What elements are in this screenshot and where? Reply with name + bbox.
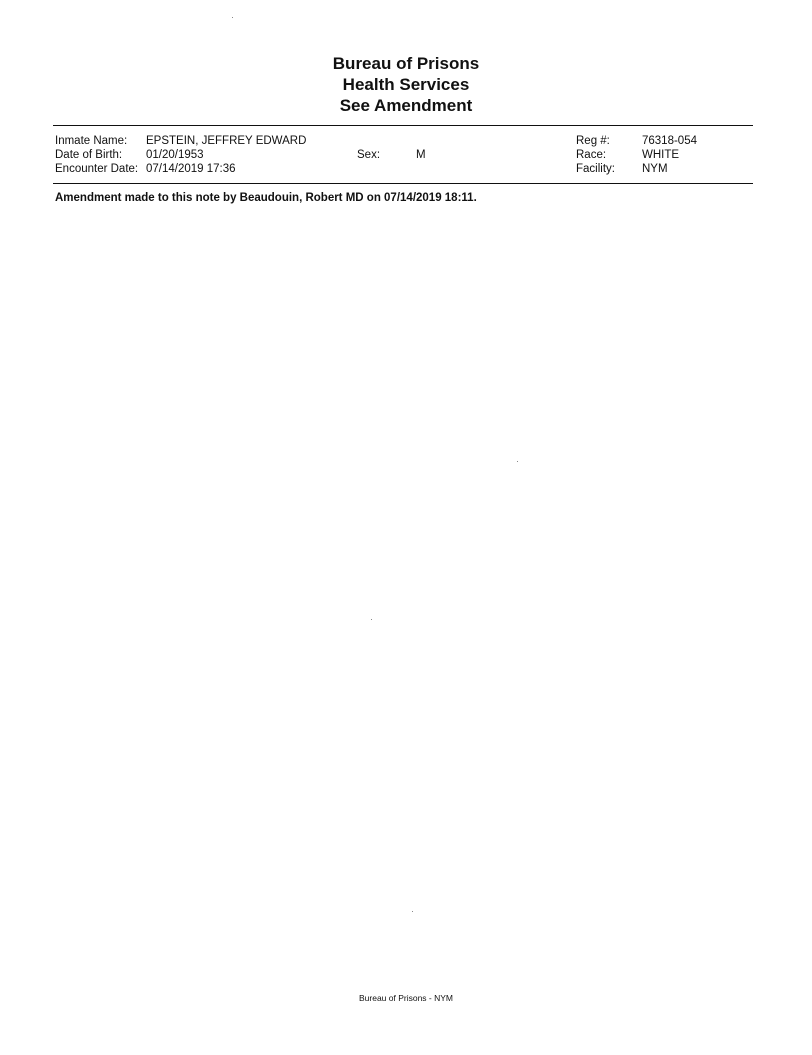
facility-label: Facility:	[576, 163, 615, 175]
title-note-type: See Amendment	[339, 96, 473, 115]
header-bottom-rule	[53, 183, 753, 184]
amendment-note: Amendment made to this note by Beaudouin, Robert MD on 07/14/2019 18:11.	[55, 192, 477, 204]
scan-speck	[371, 619, 372, 620]
dob-label: Date of Birth:	[55, 149, 123, 161]
page-footer: Bureau of Prisons - NYM	[358, 993, 453, 1003]
title-agency: Bureau of Prisons	[332, 54, 480, 73]
race-label: Race:	[576, 149, 607, 161]
encounter-date-label: Encounter Date:	[55, 163, 139, 175]
sex-label: Sex:	[357, 149, 381, 161]
scan-speck	[412, 911, 413, 912]
reg-number-value: 76318-054	[642, 135, 697, 147]
header-top-rule	[53, 125, 753, 126]
race-value: WHITE	[642, 149, 680, 161]
document-title	[0, 53, 812, 116]
inmate-name-label: Inmate Name:	[55, 135, 128, 147]
reg-number-label: Reg #:	[576, 135, 610, 147]
sex-value: M	[416, 149, 426, 161]
facility-value: NYM	[642, 163, 668, 175]
inmate-name-value: EPSTEIN, JEFFREY EDWARD	[146, 135, 307, 147]
scan-speck	[517, 461, 518, 462]
encounter-date-value: 07/14/2019 17:36	[146, 163, 236, 175]
scan-speck	[232, 17, 233, 18]
dob-value: 01/20/1953	[146, 149, 204, 161]
title-department: Health Services	[342, 75, 470, 94]
